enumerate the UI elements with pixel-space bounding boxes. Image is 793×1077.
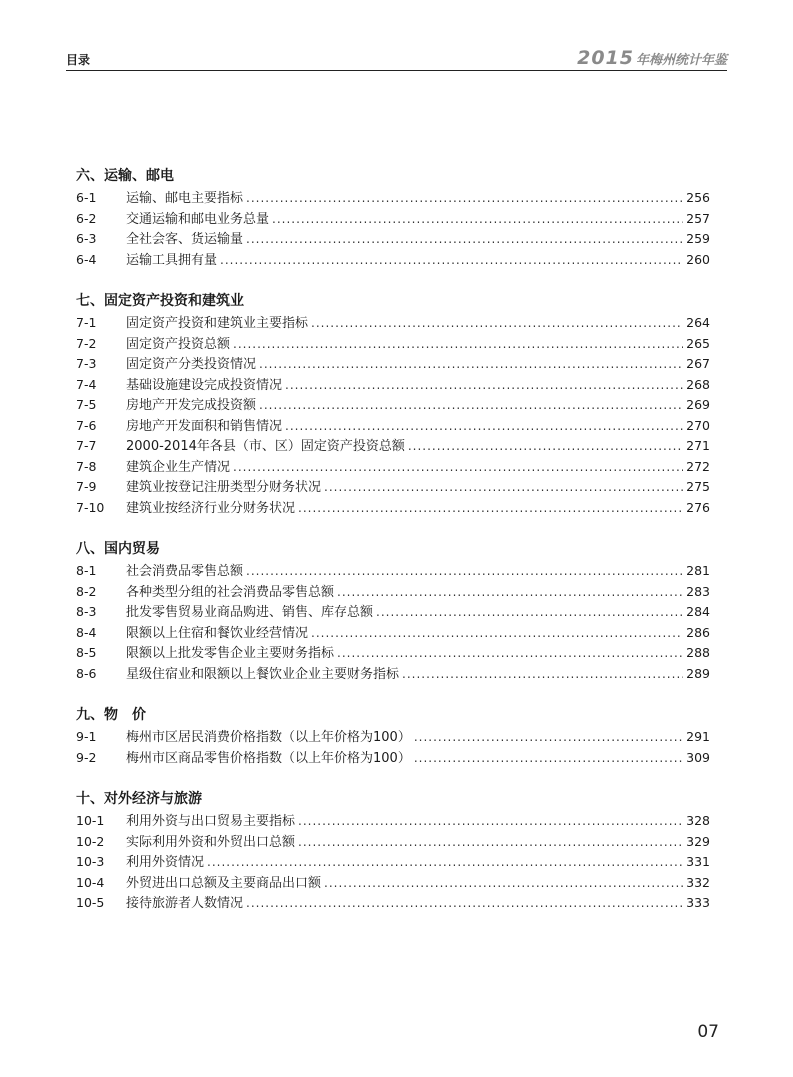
entry-number: 6-2 [76,210,97,226]
toc-entry[interactable] [76,811,710,832]
entry-title: 全社会客、货运输量 [126,232,244,247]
entry-page-number: 268 [686,376,710,392]
dot-leader [311,623,683,644]
entry-title: 外贸进出口总额及主要商品出口额 [126,875,322,891]
entry-number: 7-9 [76,479,97,494]
entry-number: 8-5 [76,645,97,660]
toc-entry[interactable] [76,457,710,478]
dot-leader [246,188,683,209]
entry-page-number: 328 [686,813,710,828]
entry-title: 2000-2014年各县（市、区）固定资产投资总额 [126,439,405,454]
entry-number: 6-1 [76,190,97,205]
toc-section [76,165,710,270]
dot-leader [414,748,683,769]
entry-title: 限额以上住宿和餐饮业经营情况 [126,625,309,641]
entry-number: 7-10 [76,499,105,515]
entry-page-number: 291 [686,729,710,744]
entry-number: 8-3 [76,604,97,619]
toc-entry[interactable] [76,375,710,396]
entry-title: 限额以上批发零售企业主要财务指标 [126,646,335,661]
header-book-title [577,47,727,69]
toc-entry[interactable] [76,727,710,748]
entry-title: 建筑业按登记注册类型分财务状况 [126,480,322,495]
entry-title: 建筑企业生产情况 [126,459,231,475]
entry-page-number: 333 [686,895,710,910]
page-number: 07 [697,1022,719,1042]
entry-page-number: 288 [686,645,710,660]
toc-entry[interactable] [76,354,710,375]
entry-title: 梅州市区居民消费价格指数（以上年价格为100） [126,730,411,745]
toc-entry[interactable] [76,209,710,230]
entry-page-number: 265 [686,335,710,351]
toc-entry[interactable] [76,664,710,685]
entry-title: 梅州市区商品零售价格指数（以上年价格为100） [126,750,411,766]
entry-page-number: 329 [686,833,710,849]
entry-number: 9-2 [76,749,97,765]
entry-page-number: 284 [686,604,710,619]
dot-leader [246,561,683,582]
entry-page-number: 260 [686,251,710,267]
entry-number: 7-2 [76,335,97,351]
entry-page-number: 270 [686,417,710,433]
running-header [66,48,727,71]
toc-entry[interactable] [76,852,710,873]
entry-number: 8-4 [76,624,97,640]
entry-title: 基础设施建设完成投资情况 [126,377,283,393]
entry-title: 固定资产投资总额 [126,336,231,352]
entry-title: 运输、邮电主要指标 [126,191,244,206]
entry-page-number: 331 [686,854,710,869]
entry-page-number: 283 [686,583,710,599]
entry-number: 7-8 [76,458,97,474]
entry-title: 交通运输和邮电业务总量 [126,211,270,227]
entry-number: 7-1 [76,315,97,330]
entry-title: 固定资产投资和建筑业主要指标 [126,316,309,331]
dot-leader [246,893,683,914]
dot-leader [402,664,683,685]
entry-number: 10-4 [76,874,105,890]
toc-entry[interactable] [76,436,710,457]
dot-leader [298,811,683,832]
toc-entry[interactable] [76,477,710,498]
entry-number: 7-5 [76,397,97,412]
entry-page-number: 256 [686,190,710,205]
entry-number: 7-3 [76,356,97,371]
dot-leader [285,375,683,396]
toc-entry[interactable] [76,643,710,664]
toc-entry[interactable] [76,623,710,644]
entry-number: 7-4 [76,376,97,392]
toc-entry[interactable] [76,561,710,582]
entry-number: 6-4 [76,251,97,267]
toc-entry[interactable] [76,313,710,334]
entry-number: 8-6 [76,665,97,681]
entry-page-number: 275 [686,479,710,494]
header-year: 2015 [577,47,634,69]
entry-title: 社会消费品零售总额 [126,564,244,579]
entry-title: 星级住宿业和限额以上餐饮业企业主要财务指标 [126,666,400,682]
dot-leader [298,832,683,853]
header-title: 年梅州统计年鉴 [635,53,727,68]
entry-number: 7-7 [76,438,97,453]
entry-title: 房地产开发完成投资额 [126,398,257,413]
entry-number: 6-3 [76,231,97,246]
toc-entry[interactable] [76,602,710,623]
toc-entry[interactable] [76,748,710,769]
entry-page-number: 332 [686,874,710,890]
section-title: 十、对外经济与旅游 [76,791,202,807]
entry-title: 批发零售贸易业商品购进、销售、库存总额 [126,605,374,620]
dot-leader [233,334,683,355]
toc-entry[interactable] [76,334,710,355]
entry-page-number: 267 [686,356,710,371]
dot-leader [408,436,683,457]
entry-title: 固定资产分类投资情况 [126,357,257,372]
section-title: 八、国内贸易 [76,541,160,557]
toc-entry[interactable] [76,188,710,209]
entry-title: 利用外资情况 [126,855,205,870]
entry-title: 建筑业按经济行业分财务状况 [126,500,296,516]
toc-entry[interactable] [76,832,710,853]
table-of-contents [76,165,710,934]
section-title: 六、运输、邮电 [76,168,174,184]
section-title: 九、物 价 [76,707,146,723]
entry-title: 运输工具拥有量 [126,252,218,268]
dot-leader [272,209,683,230]
dot-leader [324,873,683,894]
dot-leader [298,498,683,519]
toc-entry[interactable] [76,893,710,914]
dot-leader [220,250,683,271]
entry-page-number: 272 [686,458,710,474]
entry-number: 7-6 [76,417,97,433]
entry-title: 实际利用外资和外贸出口总额 [126,834,296,850]
toc-entry[interactable] [76,498,710,519]
dot-leader [259,395,683,416]
dot-leader [207,852,683,873]
dot-leader [337,643,683,664]
entry-page-number: 259 [686,231,710,246]
entry-number: 9-1 [76,729,97,744]
dot-leader [337,582,683,603]
entry-page-number: 276 [686,499,710,515]
dot-leader [259,354,683,375]
entry-page-number: 309 [686,749,710,765]
entry-number: 10-5 [76,895,105,910]
entry-title: 接待旅游者人数情况 [126,896,244,911]
entry-page-number: 286 [686,624,710,640]
dot-leader [311,313,683,334]
entry-number: 10-3 [76,854,105,869]
section-title: 七、固定资产投资和建筑业 [76,293,244,309]
dot-leader [246,229,683,250]
toc-entry[interactable] [76,416,710,437]
toc-entry[interactable] [76,229,710,250]
entry-page-number: 281 [686,563,710,578]
toc-entry[interactable] [76,873,710,894]
dot-leader [376,602,683,623]
toc-entry[interactable] [76,395,710,416]
dot-leader [324,477,683,498]
dot-leader [285,416,683,437]
entry-number: 8-2 [76,583,97,599]
toc-section [76,290,710,518]
toc-entry[interactable] [76,250,710,271]
dot-leader [233,457,683,478]
toc-section [76,704,710,768]
toc-section [76,788,710,914]
entry-title: 房地产开发面积和销售情况 [126,418,283,434]
entry-number: 10-2 [76,833,105,849]
toc-section [76,538,710,684]
toc-entry[interactable] [76,582,710,603]
entry-number: 8-1 [76,563,97,578]
entry-page-number: 264 [686,315,710,330]
entry-page-number: 269 [686,397,710,412]
entry-page-number: 257 [686,210,710,226]
entry-page-number: 271 [686,438,710,453]
entry-title: 利用外资与出口贸易主要指标 [126,814,296,829]
header-section-label: 目录 [66,53,91,67]
entry-title: 各种类型分组的社会消费品零售总额 [126,584,335,600]
entry-page-number: 289 [686,665,710,681]
entry-number: 10-1 [76,813,105,828]
dot-leader [414,727,683,748]
